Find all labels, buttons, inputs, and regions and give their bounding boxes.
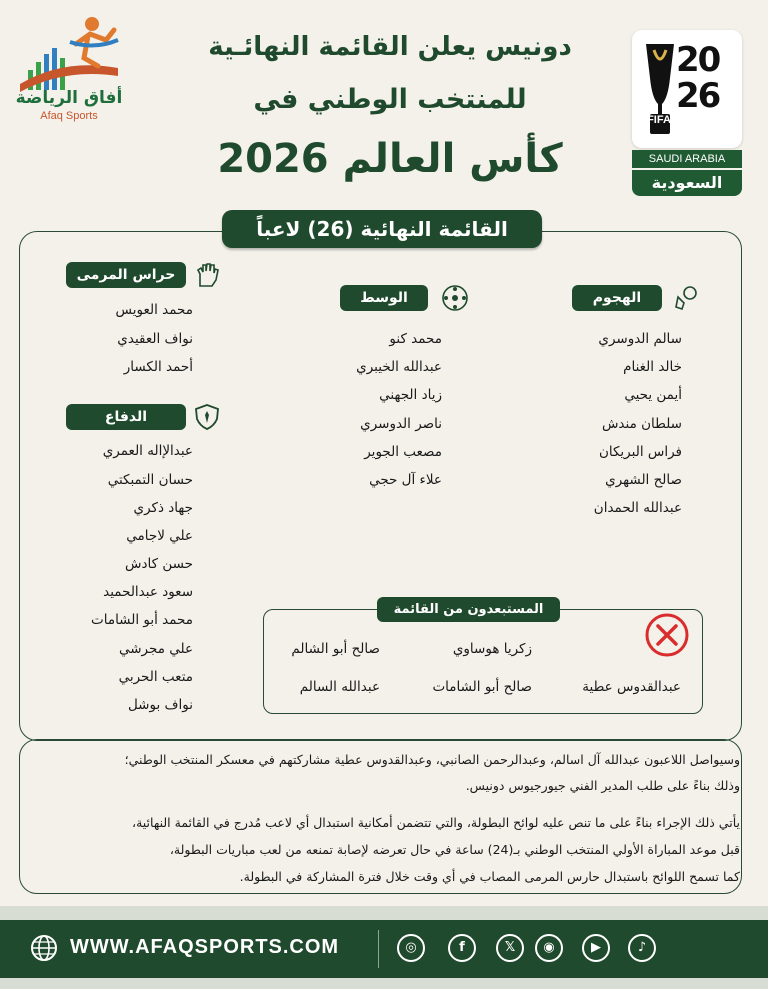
excluded-player-2: صالح أبو الشالم bbox=[291, 641, 380, 657]
instagram-icon[interactable]: ◉ bbox=[535, 934, 563, 962]
headline-line-1: دونيس يعلن القائمة النهائـية bbox=[208, 32, 572, 62]
note-line-2: وذلك بناءً على طلب المدير الفني جيورجيوس دونيس. bbox=[465, 778, 740, 793]
year-top: 20 bbox=[676, 40, 720, 80]
x-icon[interactable]: 𝕏 bbox=[496, 934, 524, 962]
def-player-6: سعود عبدالحميد bbox=[103, 584, 193, 600]
mid-player-1: محمد كنو bbox=[389, 331, 442, 347]
defenders-header: الدفاع bbox=[66, 404, 186, 430]
country-english: SAUDI ARABIA bbox=[632, 150, 742, 168]
note-line-1: وسيواصل اللاعبون عبدالله آل اسالم، وعبدالرحمن الصانبي، وعبدالقدوس عطية مشاركتهم في معسكر المنتخب الوطني؛ bbox=[124, 752, 740, 767]
country-arabic: السعودية bbox=[632, 170, 742, 196]
fwd-player-3: أيمن يحيي bbox=[624, 387, 682, 403]
def-player-2: حسان التمبكتي bbox=[107, 472, 193, 488]
year-bottom: 26 bbox=[676, 76, 720, 116]
glove-icon bbox=[192, 260, 222, 290]
mid-player-2: عبدالله الخيبري bbox=[356, 359, 442, 375]
gk-player-2: نواف العقيدي bbox=[117, 331, 193, 347]
note-line-4: قبل موعد المباراة الأولي المنتخب الوطني بـ(24) ساعة في حال تعرضه لإصابة تمنعه من لعب مباريات البطولة، bbox=[169, 842, 740, 857]
note-line-5: كما تسمح اللوائح باستبدال حارس المرمى المصاب في أي وقت خلال فترة المشاركة في البطولة. bbox=[239, 869, 740, 884]
fifa-label: FIFA bbox=[647, 114, 671, 126]
excluded-player-1: زكريا هوساوي bbox=[452, 641, 532, 657]
def-player-10: نواف بوشل bbox=[127, 697, 193, 713]
globe-grid-icon[interactable]: ◎ bbox=[397, 934, 425, 962]
field-icon bbox=[440, 283, 470, 313]
globe-icon bbox=[30, 934, 58, 962]
mid-player-6: علاء آل حجي bbox=[369, 472, 442, 488]
mid-player-3: زياد الجهني bbox=[379, 387, 442, 403]
fwd-player-7: عبدالله الحمدان bbox=[593, 500, 682, 516]
midfielders-header: الوسط bbox=[340, 285, 428, 311]
logo-bars-icon bbox=[20, 17, 118, 92]
shield-icon bbox=[192, 402, 222, 432]
fwd-player-2: خالد الغنام bbox=[623, 359, 682, 375]
def-player-5: حسن كادش bbox=[125, 556, 193, 572]
note-line-3: يأتي ذلك الإجراء بناءً على ما تنص عليه لوائح البطولة، والتي تتضمن أمكانية استبدال أي لاعب مُدرج في القائمة النهائية، bbox=[132, 815, 740, 830]
gk-player-3: أحمد الكسار bbox=[123, 359, 193, 375]
youtube-icon[interactable]: ▶ bbox=[582, 934, 610, 962]
x-circle-icon bbox=[643, 611, 691, 659]
forwards-header: الهجوم bbox=[572, 285, 662, 311]
excluded-panel bbox=[263, 609, 703, 714]
excluded-player-4: صالح أبو الشامات bbox=[432, 679, 532, 695]
facebook-icon[interactable]: f bbox=[448, 934, 476, 962]
logo-english-name: Afaq Sports bbox=[40, 110, 98, 122]
fwd-player-1: سالم الدوسري bbox=[598, 331, 682, 347]
fwd-player-4: سلطان مندش bbox=[601, 416, 682, 432]
gk-player-1: محمد العويس bbox=[115, 302, 193, 318]
world-cup-card bbox=[632, 30, 742, 148]
headline-line-3: كأس العالم 2026 bbox=[217, 136, 563, 182]
mid-player-4: ناصر الدوسري bbox=[360, 416, 442, 432]
def-player-9: متعب الحربي bbox=[118, 669, 193, 685]
fwd-player-6: صالح الشهري bbox=[605, 472, 682, 488]
mid-player-5: مصعب الجوير bbox=[364, 444, 442, 460]
footer-divider bbox=[378, 930, 379, 968]
world-cup-year bbox=[676, 42, 719, 114]
def-player-8: علي مجرشي bbox=[118, 641, 193, 657]
website-link[interactable]: WWW.AFAQSPORTS.COM bbox=[70, 936, 340, 958]
ball-boot-icon bbox=[672, 283, 702, 313]
fwd-player-5: فراس البريكان bbox=[598, 444, 682, 460]
world-cup-badge bbox=[632, 30, 742, 196]
def-player-3: جهاد ذكري bbox=[133, 500, 193, 516]
excluded-player-3: عبدالقدوس عطية bbox=[582, 679, 681, 695]
excluded-player-5: عبدالله السالم bbox=[299, 679, 380, 695]
def-player-1: عبدالإاله العمري bbox=[102, 443, 193, 459]
def-player-7: محمد أبو الشامات bbox=[91, 612, 193, 628]
headline-line-2: للمنتخب الوطني في bbox=[253, 84, 527, 115]
logo-arabic-name: أفاق الرياضة bbox=[15, 88, 123, 108]
tiktok-icon[interactable]: ♪ bbox=[628, 934, 656, 962]
excluded-header: المستبعدون من القائمة bbox=[377, 597, 560, 622]
final-list-title: القائمة النهائية (26) لاعباً bbox=[222, 210, 542, 248]
def-player-4: علي لاجامي bbox=[126, 528, 193, 544]
goalkeepers-header: حراس المرمى bbox=[66, 262, 186, 288]
